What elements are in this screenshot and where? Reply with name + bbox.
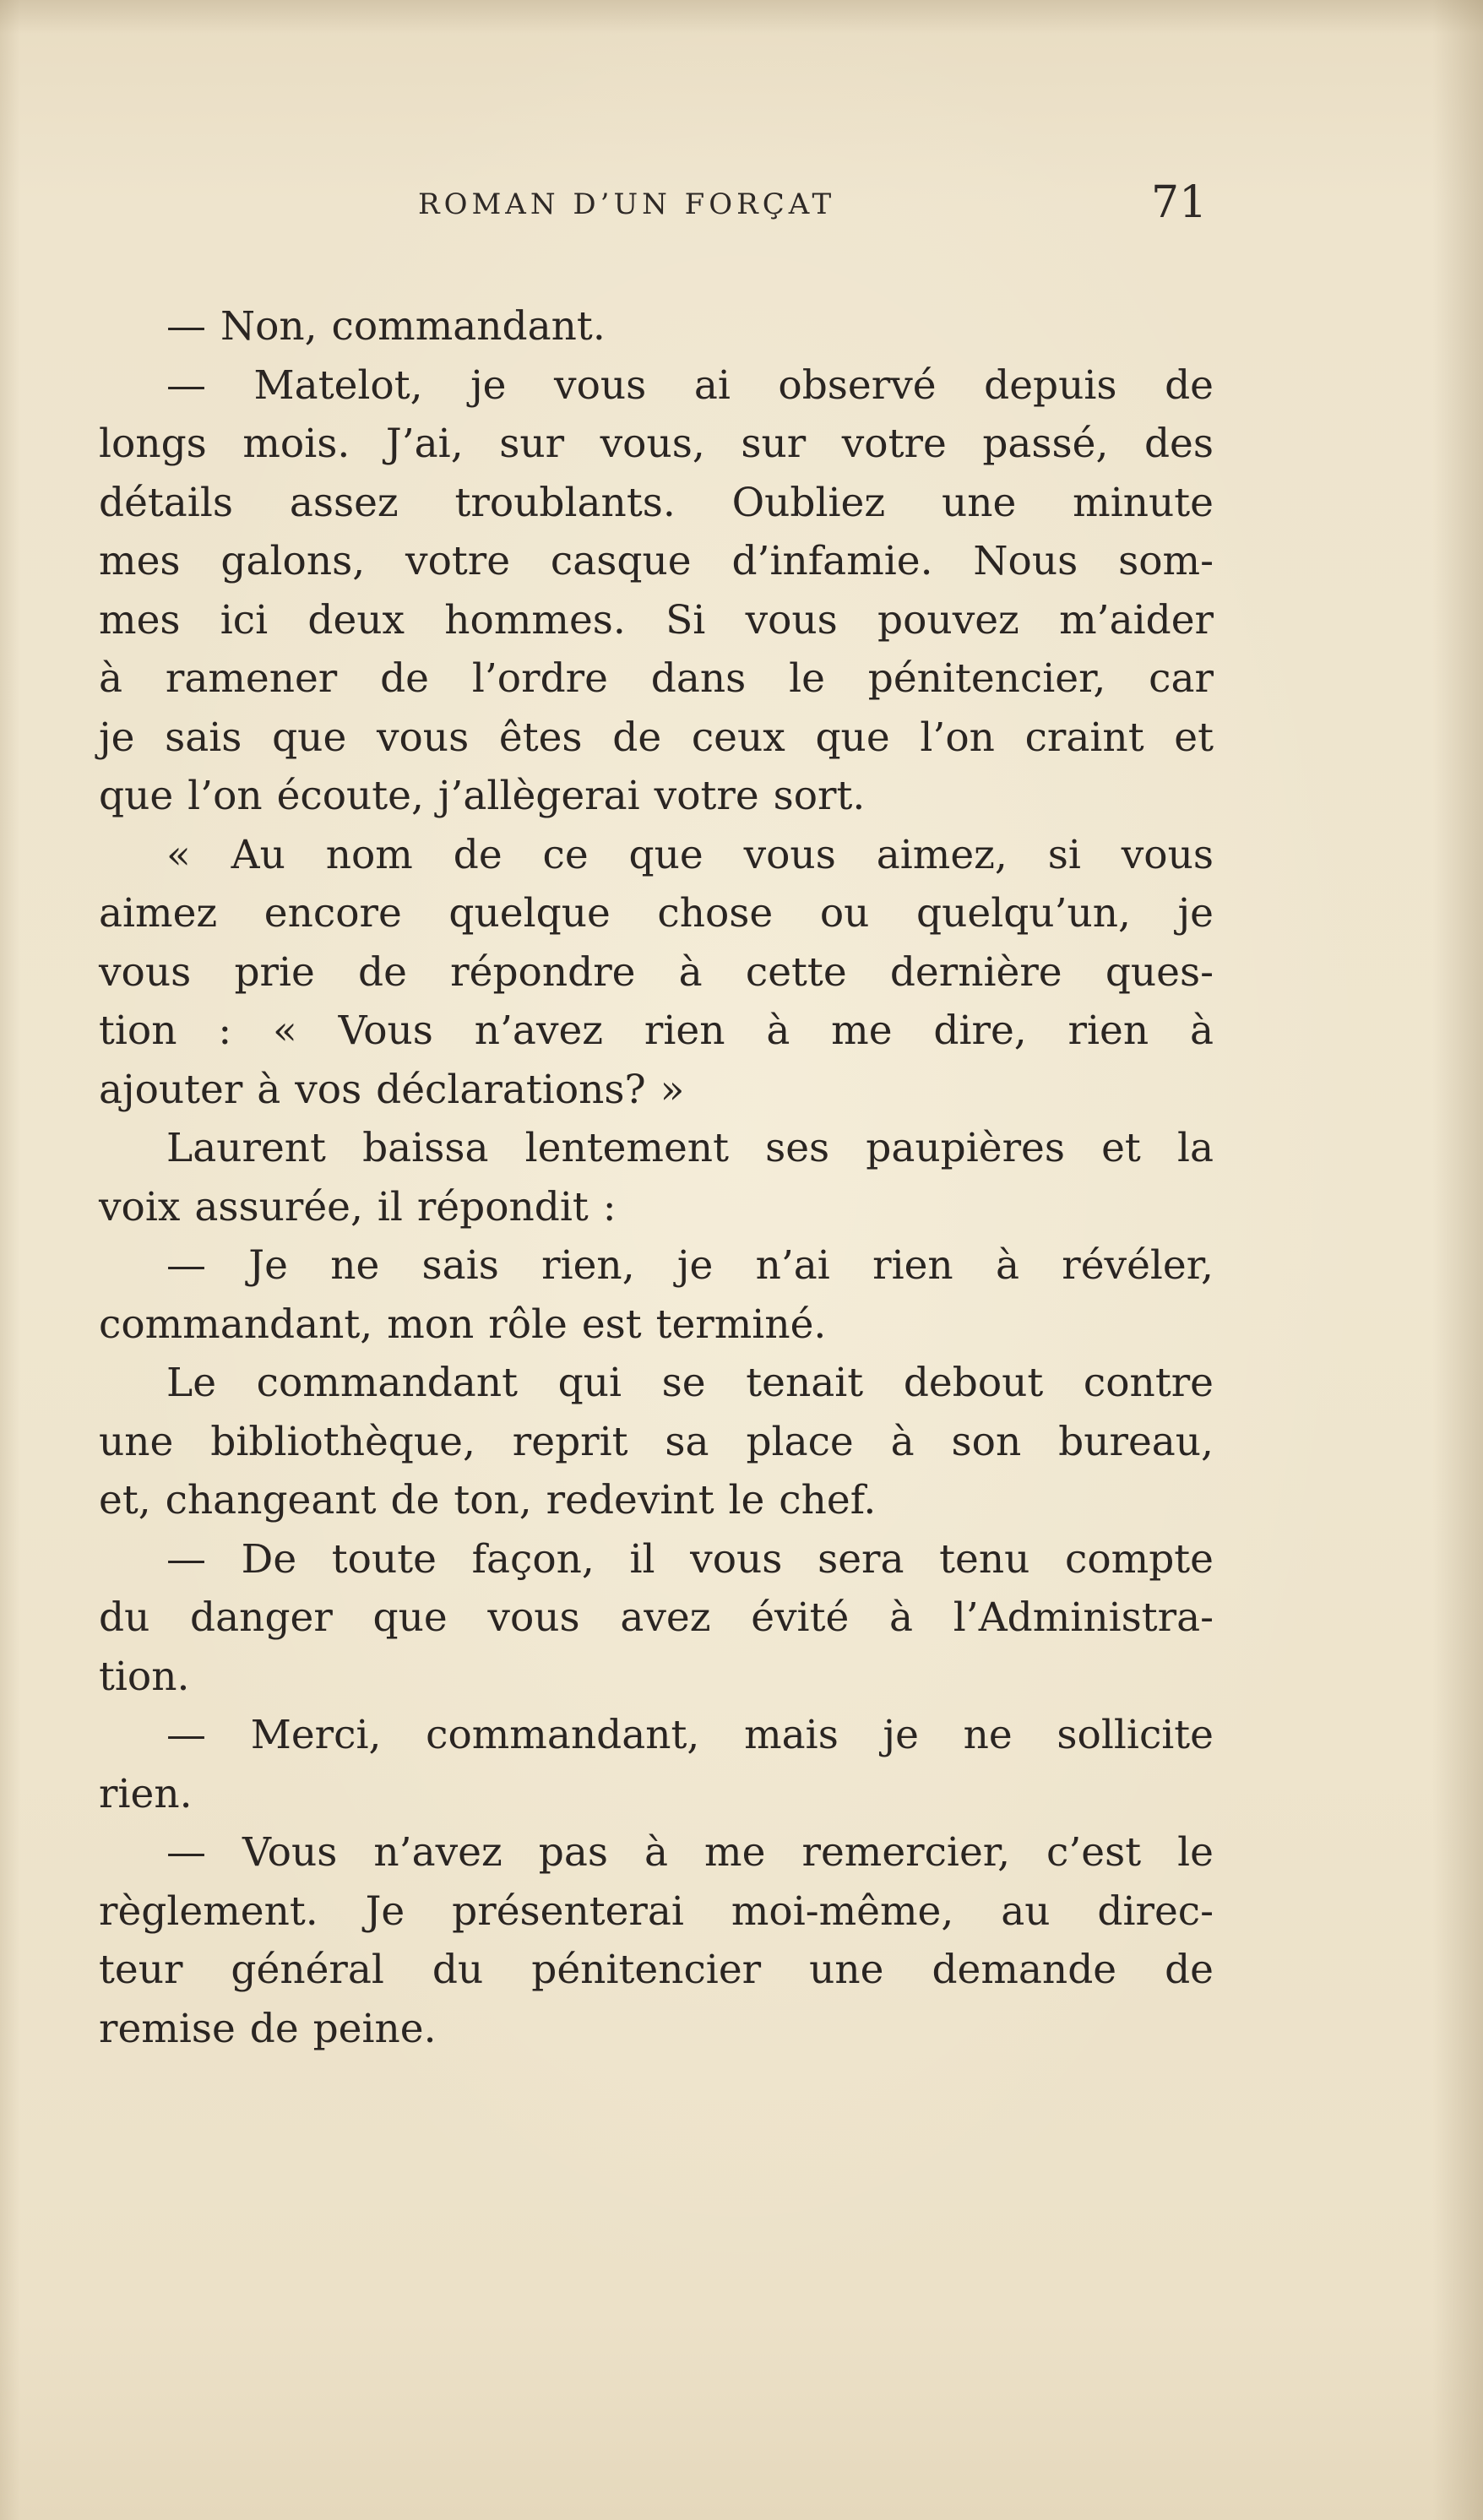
text-line: teur général du pénitencier une demande de	[99, 1947, 1214, 1993]
page-shadow-top	[0, 0, 1483, 34]
body-text	[99, 297, 1214, 2058]
text-line: et, changeant de ton, redevint le chef.	[99, 1477, 877, 1523]
text-line: — Je ne sais rien, je n’ai rien à révéler,	[166, 1242, 1214, 1289]
text-line: que l’on écoute, j’allègerai votre sort.	[99, 773, 866, 819]
text-line: « Au nom de ce que vous aimez, si vous	[166, 831, 1214, 878]
text-line: du danger que vous avez évité à l’Administra-	[99, 1594, 1214, 1641]
text-line: — Matelot, je vous ai observé depuis de	[166, 361, 1214, 409]
page-number: 71	[1151, 177, 1208, 228]
text-line: règlement. Je présenterai moi-même, au direc-	[99, 1887, 1214, 1935]
text-line: je sais que vous êtes de ceux que l’on craint et	[99, 714, 1214, 761]
text-line: une bibliothèque, reprit sa place à son bureau,	[99, 1418, 1214, 1465]
text-line: rien.	[99, 1770, 193, 1817]
text-line: longs mois. J’ai, sur vous, sur votre passé, des	[99, 421, 1214, 467]
running-title: ROMAN D’UN FORÇAT	[418, 187, 836, 221]
text-line: tion.	[99, 1653, 190, 1700]
text-line: Le commandant qui se tenait debout contre	[166, 1360, 1214, 1406]
text-line: mes galons, votre casque d’infamie. Nous som-	[99, 538, 1214, 584]
text-line: — Non, commandant.	[166, 303, 606, 350]
text-line: détails assez troublants. Oubliez une minute	[99, 479, 1214, 526]
text-line: — De toute façon, il vous sera tenu compte	[166, 1535, 1214, 1583]
text-line: remise de peine.	[99, 2005, 437, 2052]
text-line: — Vous n’avez pas à me remercier, c’est le	[166, 1829, 1214, 1876]
text-line: mes ici deux hommes. Si vous pouvez m’aider	[99, 596, 1214, 644]
text-line: à ramener de l’ordre dans le pénitencier, car	[99, 655, 1214, 702]
text-line: ajouter à vos déclarations? »	[99, 1066, 685, 1113]
page-shadow-left	[0, 0, 20, 2520]
text-line: vous prie de répondre à cette dernière ques-	[99, 948, 1214, 996]
text-line: tion : « Vous n’avez rien à me dire, rien à	[99, 1007, 1214, 1054]
text-line: Laurent baissa lentement ses paupières et la	[166, 1125, 1214, 1171]
text-line: commandant, mon rôle est terminé.	[99, 1301, 827, 1348]
text-line: aimez encore quelque chose ou quelqu’un, je	[99, 890, 1214, 937]
text-line: — Merci, commandant, mais je ne sollicite	[166, 1712, 1214, 1758]
text-line: voix assurée, il répondit :	[99, 1183, 617, 1230]
page-shadow-right	[1432, 0, 1483, 2520]
